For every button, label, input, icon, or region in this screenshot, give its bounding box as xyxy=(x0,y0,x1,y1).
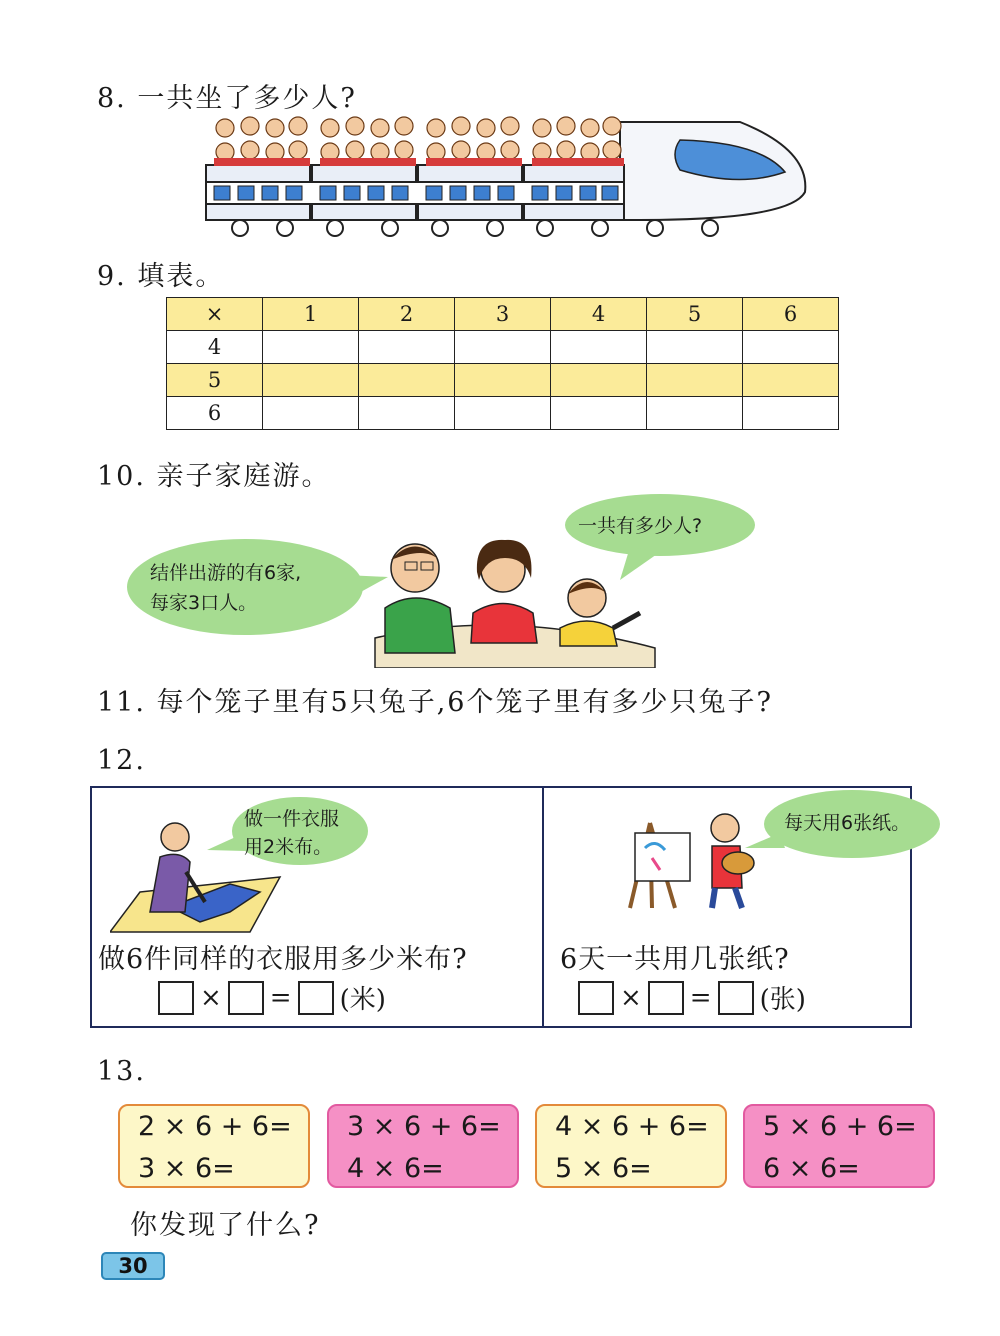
bubble-left-line: 结伴出游的有6家, xyxy=(150,562,302,584)
q12-left-equation xyxy=(158,979,386,1016)
answer-box[interactable] xyxy=(228,981,264,1015)
q12-right-equation xyxy=(578,979,806,1016)
expression-line: 2 × 6 + 6= xyxy=(138,1111,292,1142)
answer-box[interactable] xyxy=(298,981,334,1015)
equals-sign: = xyxy=(689,982,712,1013)
family-illustration xyxy=(355,528,665,668)
answer-cell[interactable] xyxy=(455,331,551,364)
table-row-label: 5 xyxy=(167,364,263,397)
expression-line: 3 × 6 + 6= xyxy=(347,1111,501,1142)
times-sign: × xyxy=(620,982,642,1013)
answer-cell[interactable] xyxy=(743,364,839,397)
q12-label: 12. xyxy=(97,745,146,776)
answer-cell[interactable] xyxy=(647,331,743,364)
answer-cell[interactable] xyxy=(551,364,647,397)
answer-cell[interactable] xyxy=(455,397,551,430)
table-row xyxy=(167,331,839,364)
q13-prompt: 你发现了什么? xyxy=(130,1210,321,1241)
tailor-illustration xyxy=(110,812,285,937)
table-header-cell: 5 xyxy=(647,298,743,331)
q8-label: 8. 一共坐了多少人? xyxy=(97,83,357,114)
table-row xyxy=(167,397,839,430)
page-number: 30 xyxy=(101,1252,165,1280)
answer-box[interactable] xyxy=(158,981,194,1015)
table-row-label: 4 xyxy=(167,331,263,364)
answer-box[interactable] xyxy=(578,981,614,1015)
expression-card xyxy=(118,1104,310,1188)
expression-card xyxy=(743,1104,935,1188)
table-header-cell: 1 xyxy=(263,298,359,331)
bubble-left-line: 每家3口人。 xyxy=(150,592,258,614)
answer-cell[interactable] xyxy=(647,397,743,430)
table-header-cell: 6 xyxy=(743,298,839,331)
bubble-line: 用2米布。 xyxy=(244,836,333,858)
answer-cell[interactable] xyxy=(359,331,455,364)
expression-card xyxy=(535,1104,727,1188)
answer-cell[interactable] xyxy=(551,331,647,364)
answer-cell[interactable] xyxy=(263,364,359,397)
q12-left-question: 做6件同样的衣服用多少米布? xyxy=(98,944,468,975)
table-row-label: 6 xyxy=(167,397,263,430)
bubble-line: 做一件衣服 xyxy=(244,808,340,830)
expression-line: 6 × 6= xyxy=(763,1153,860,1184)
expression-line: 5 × 6= xyxy=(555,1153,652,1184)
table-header-cell: × xyxy=(167,298,263,331)
train-illustration xyxy=(200,110,812,240)
answer-cell[interactable] xyxy=(647,364,743,397)
table-header-cell: 2 xyxy=(359,298,455,331)
multiplication-table xyxy=(166,297,839,430)
q9-label: 9. 填表。 xyxy=(97,261,225,292)
expression-card xyxy=(327,1104,519,1188)
table-row xyxy=(167,364,839,397)
q12-right-bubble-text: 每天用6张纸。 xyxy=(784,812,911,834)
table-header-cell: 4 xyxy=(551,298,647,331)
answer-cell[interactable] xyxy=(743,397,839,430)
table-header-cell: 3 xyxy=(455,298,551,331)
expression-line: 4 × 6= xyxy=(347,1153,444,1184)
answer-box[interactable] xyxy=(718,981,754,1015)
expression-line: 5 × 6 + 6= xyxy=(763,1111,917,1142)
answer-cell[interactable] xyxy=(263,331,359,364)
equals-sign: = xyxy=(269,982,292,1013)
table-header-row xyxy=(167,298,839,331)
q13-label: 13. xyxy=(97,1056,146,1087)
q10-label: 10. 亲子家庭游。 xyxy=(97,461,331,492)
bubble-right-text: 一共有多少人? xyxy=(578,515,703,537)
answer-cell[interactable] xyxy=(263,397,359,430)
bubble-left-text xyxy=(150,558,301,618)
unit-label: (米) xyxy=(339,985,386,1015)
answer-cell[interactable] xyxy=(551,397,647,430)
answer-box[interactable] xyxy=(648,981,684,1015)
answer-cell[interactable] xyxy=(359,364,455,397)
expression-line: 3 × 6= xyxy=(138,1153,235,1184)
painter-illustration xyxy=(620,808,765,918)
q12-right-question: 6天一共用几张纸? xyxy=(560,944,790,975)
expression-line: 4 × 6 + 6= xyxy=(555,1111,709,1142)
answer-cell[interactable] xyxy=(359,397,455,430)
times-sign: × xyxy=(200,982,222,1013)
unit-label: (张) xyxy=(759,985,806,1015)
answer-cell[interactable] xyxy=(455,364,551,397)
q11-label: 11. 每个笼子里有5只兔子,6个笼子里有多少只兔子? xyxy=(97,687,773,718)
answer-cell[interactable] xyxy=(743,331,839,364)
